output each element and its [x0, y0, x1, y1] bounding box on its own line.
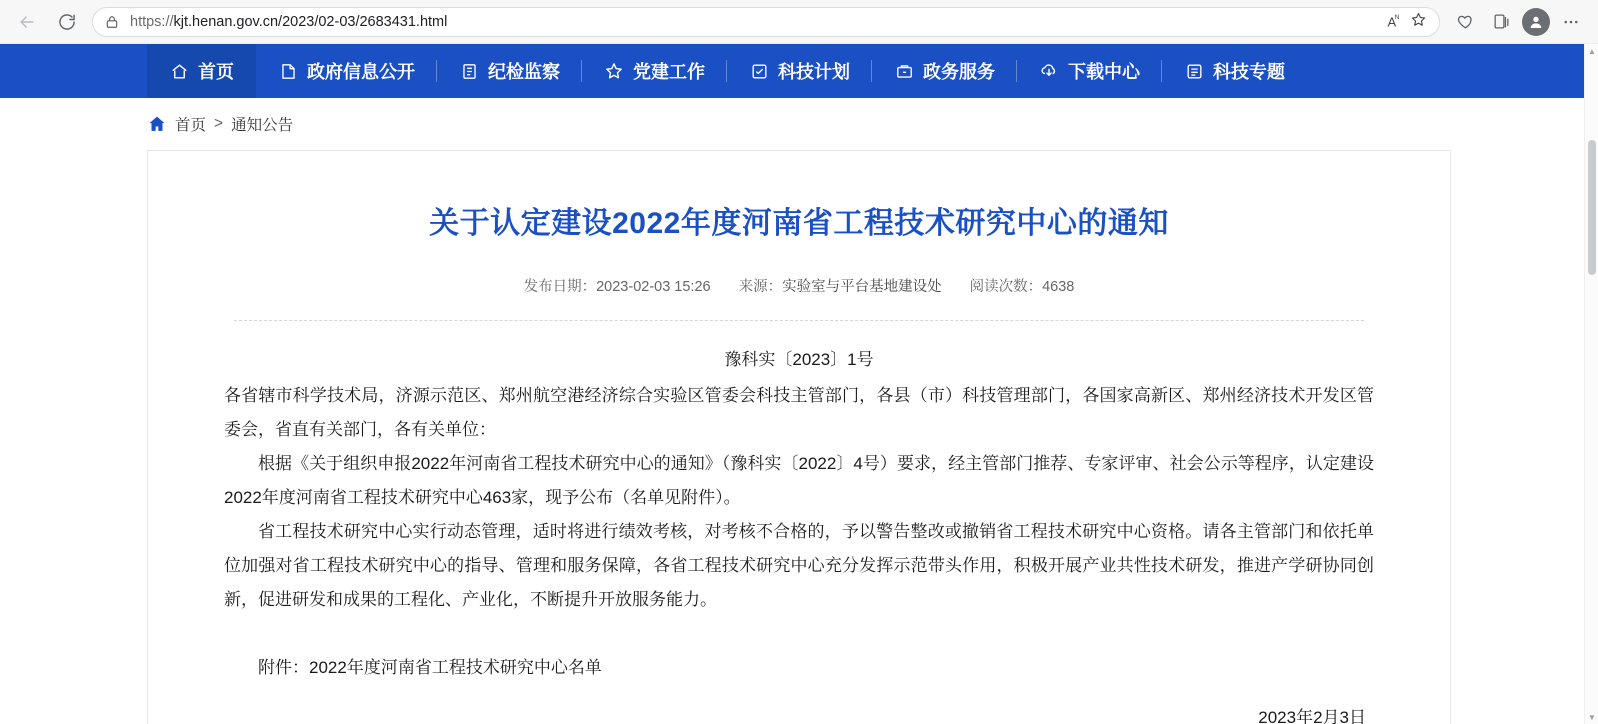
publish-date-label: 发布日期：: [523, 279, 597, 295]
article-paragraph-1: 各省辖市科学技术局，济源示范区、郑州航空港经济综合实验区管委会科技主管部门，各县（市）科技管理部门，各国家高新区、郑州经济技术开发区管委会，省直有关部门，各有关单位：: [224, 386, 1374, 439]
nav-label-tech-plan: 科技计划: [778, 62, 850, 82]
article-paragraph-3: 省工程技术研究中心实行动态管理，适时将进行绩效考核，对考核不合格的，予以警告整改或撤销省工程技术研究中心资格。请各主管部门和依托单位加强对省工程技术研究中心的指导、管理和服务保障，各省工程技术研究中心充分发挥示范带头作用，积极开展产业共性技术研发，推进产学研协同创新，促进研发和成果的工程化、产业化，不断提升开放服务能力。: [224, 522, 1374, 609]
article-paragraph-2: 根据《关于组织申报2022年河南省工程技术研究中心的通知》（豫科实〔2022〕4号）要求，经主管部门推荐、专家评审、社会公示等程序，认定建设2022年度河南省工程技术研究中心463家，现予公布（名单见附件）。: [224, 454, 1374, 507]
nav-label-home: 首页: [198, 62, 234, 82]
nav-item-tech-plan[interactable]: [727, 44, 872, 98]
breadcrumb-separator: >: [214, 115, 224, 132]
scroll-up-icon[interactable]: ▲: [1588, 46, 1596, 56]
page-content: [0, 150, 1598, 724]
favorite-star-icon[interactable]: [1410, 11, 1427, 33]
star-icon: [604, 61, 624, 81]
views-item: [970, 275, 1075, 296]
meta-divider: [234, 320, 1364, 321]
breadcrumb-home[interactable]: 首页: [175, 117, 207, 134]
browser-toolbar: [0, 0, 1598, 44]
profile-avatar[interactable]: [1522, 8, 1550, 36]
nav-item-tech-topic[interactable]: [1162, 44, 1307, 98]
page-scrollbar[interactable]: [1584, 44, 1598, 724]
attachment-link[interactable]: 附件：2022年度河南省工程技术研究中心名单: [258, 658, 602, 677]
settings-and-more-icon[interactable]: [1556, 7, 1586, 37]
nav-label-gov-service: 政务服务: [923, 62, 995, 82]
inspection-icon: [459, 61, 479, 81]
article-body: [192, 343, 1406, 724]
nav-label-download: 下载中心: [1068, 62, 1140, 82]
views-label: 阅读次数：: [969, 279, 1043, 295]
back-button[interactable]: [12, 7, 42, 37]
nav-item-inspection[interactable]: [437, 44, 582, 98]
nav-item-party-work[interactable]: [582, 44, 727, 98]
document-number: 豫科实〔2023〕1号: [724, 350, 874, 369]
url-rest: kjt.henan.gov.cn/2023/02-03/2683431.html: [173, 13, 448, 30]
source-label: 来源：: [738, 279, 783, 295]
article-card: [147, 150, 1451, 724]
browser-actions: [1450, 7, 1586, 37]
home-icon: [169, 61, 189, 81]
read-aloud-icon[interactable]: $A^ᴺ$: [1387, 13, 1398, 30]
nav-label-party-work: 党建工作: [633, 62, 705, 82]
nav-label-tech-topic: 科技专题: [1213, 62, 1285, 82]
document-public-icon: [278, 61, 298, 81]
topic-icon: [1184, 61, 1204, 81]
source-value[interactable]: 实验室与平台基地建设处: [782, 279, 942, 295]
sign-date: 2023年2月3日: [1258, 708, 1366, 724]
article-meta: [192, 275, 1406, 296]
reload-button[interactable]: [52, 7, 82, 37]
plan-icon: [749, 61, 769, 81]
url-text: [130, 14, 447, 30]
breadcrumb-current[interactable]: 通知公告: [231, 117, 294, 134]
page-title: 关于认定建设2022年度河南省工程技术研究中心的通知: [429, 207, 1169, 240]
lock-icon: [103, 13, 121, 31]
nav-item-gov-service[interactable]: [872, 44, 1017, 98]
publish-date-value: 2023-02-03 15:26: [596, 279, 711, 295]
favorites-icon[interactable]: [1450, 7, 1480, 37]
nav-label-inspection: 纪检监察: [488, 62, 560, 82]
download-icon: [1039, 61, 1059, 81]
nav-item-download[interactable]: [1017, 44, 1162, 98]
service-icon: [894, 61, 914, 81]
collections-icon[interactable]: [1486, 7, 1516, 37]
nav-label-gov-info: 政府信息公开: [307, 62, 415, 82]
source-item: [739, 275, 942, 296]
nav-item-home[interactable]: [147, 44, 256, 98]
address-bar[interactable]: [92, 7, 1440, 37]
breadcrumb: [0, 98, 1598, 150]
site-navigation: [0, 44, 1598, 98]
views-value: 4638: [1042, 279, 1075, 295]
publish-date-item: [524, 275, 711, 296]
scroll-down-icon[interactable]: ▼: [1588, 712, 1596, 722]
home-icon: [147, 114, 167, 134]
url-scheme: https://: [130, 13, 174, 30]
scroll-thumb[interactable]: [1588, 140, 1596, 275]
nav-item-gov-info[interactable]: [256, 44, 437, 98]
